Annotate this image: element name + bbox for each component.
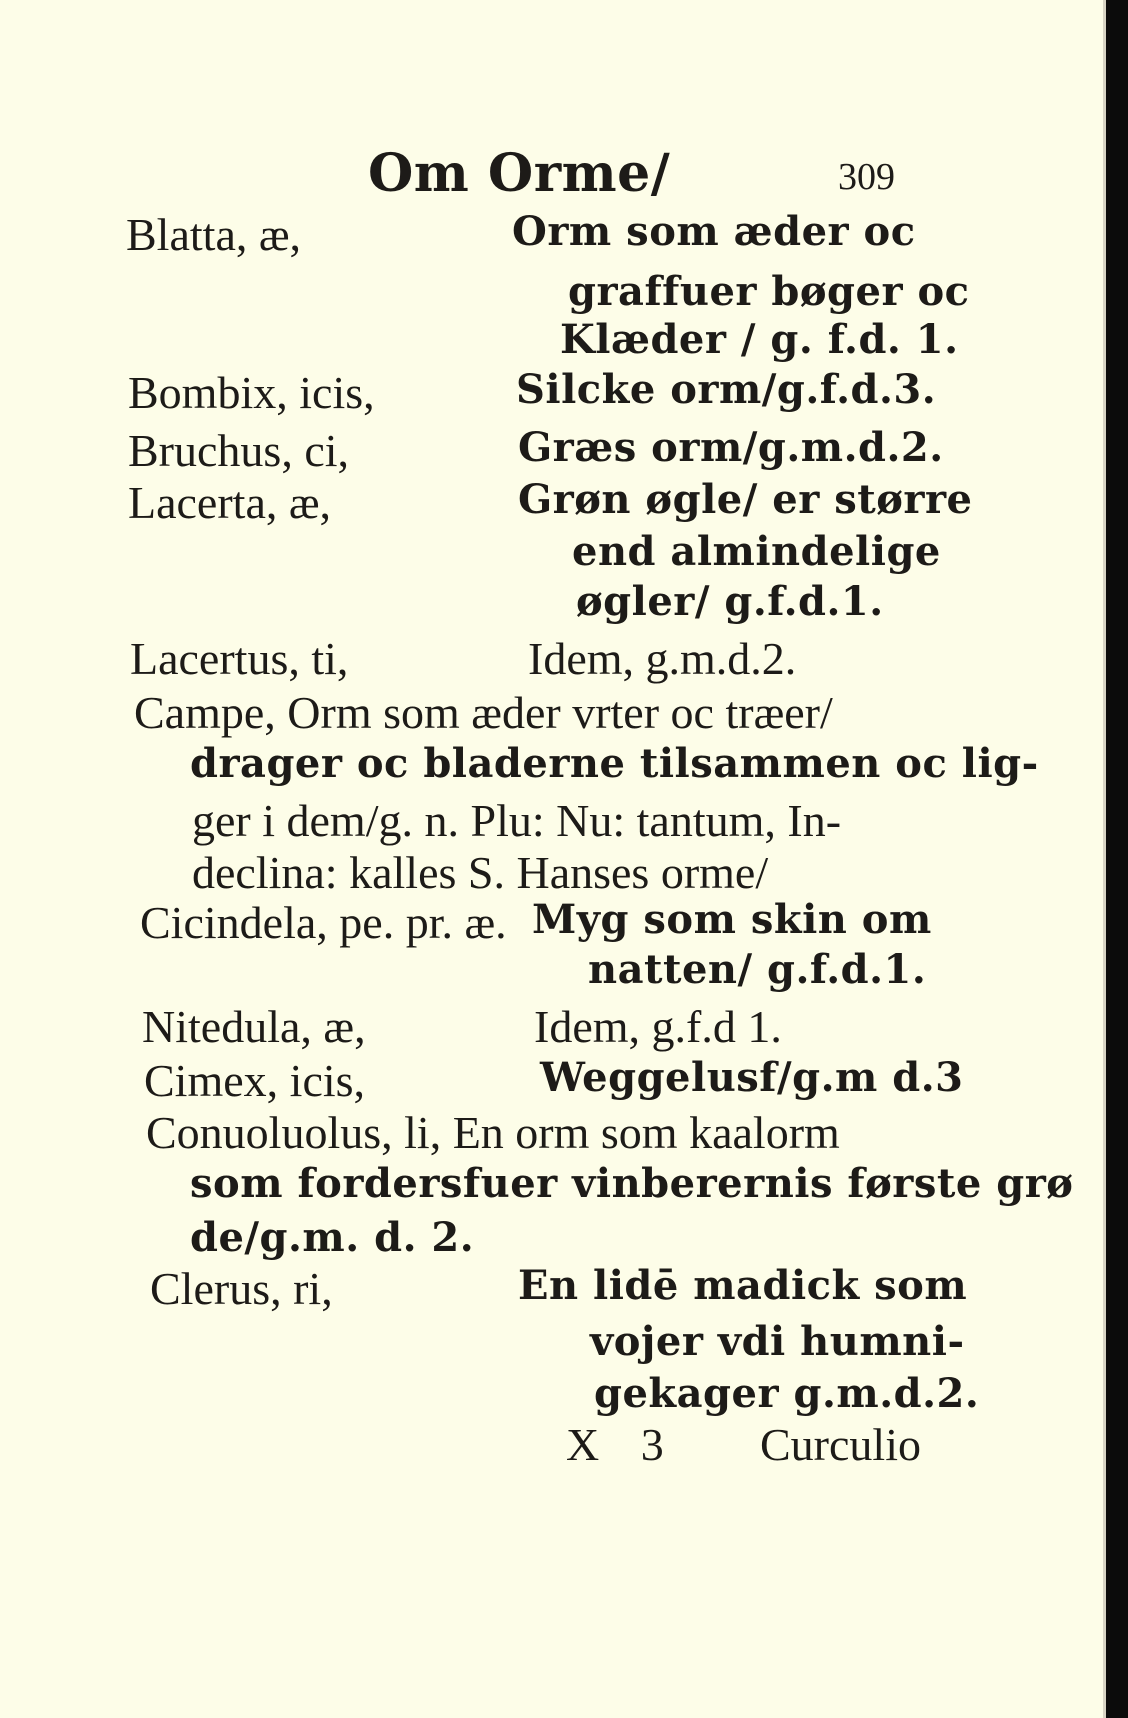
danish-gloss: Idem, g.m.d.2. (528, 633, 797, 684)
danish-gloss: vojer vdi humni- (590, 1318, 965, 1365)
conuoluolus-line: Conuoluolus, li, En orm som kaalorm (146, 1107, 840, 1158)
danish-gloss: En lidē madick som (518, 1262, 968, 1309)
page-number: 309 (838, 156, 895, 198)
latin-term: Blatta, æ, (126, 209, 302, 260)
latin-term: Lacertus, ti, (130, 633, 349, 684)
campe-line: Campe, Orm som æder vrter oc træer/ (134, 687, 833, 738)
danish-gloss: Idem, g.f.d 1. (534, 1001, 782, 1052)
danish-gloss: øgler/ g.f.d.1. (576, 578, 884, 625)
latin-term: Cicindela, pe. pr. æ. (140, 897, 507, 948)
latin-term: Bombix, icis, (128, 367, 375, 418)
danish-gloss: Myg som skin om (532, 896, 932, 943)
catchword: Curculio (760, 1419, 921, 1470)
latin-term: Nitedula, æ, (142, 1001, 366, 1052)
campe-line: drager oc bladerne tilsammen oc lig- (190, 740, 1039, 787)
scan-edge (1106, 0, 1128, 1718)
danish-gloss: Klæder / g. f.d. 1. (560, 316, 959, 363)
conuoluolus-line: som fordersfuer vinberernis første grø (190, 1160, 1074, 1207)
danish-gloss: Orm som æder oc (512, 208, 916, 255)
campe-line: declina: kalles S. Hanses orme/ (192, 847, 769, 898)
danish-gloss: end almindelige (572, 528, 941, 575)
danish-gloss: natten/ g.f.d.1. (588, 946, 927, 993)
danish-gloss: graffuer bøger oc (568, 268, 970, 315)
campe-line: ger i dem/g. n. Plu: Nu: tantum, In- (192, 795, 842, 846)
signature-mark: X 3 (566, 1419, 664, 1470)
running-title: Om Orme/ (368, 143, 671, 204)
latin-term: Clerus, ri, (150, 1263, 333, 1314)
danish-gloss: Weggelusf/g.m d.3 (540, 1054, 964, 1101)
danish-gloss: gekager g.m.d.2. (594, 1370, 980, 1417)
danish-gloss: Grøn øgle/ er større (518, 476, 973, 523)
danish-gloss: Silcke orm/g.f.d.3. (516, 366, 937, 413)
latin-term: Cimex, icis, (144, 1055, 366, 1106)
conuoluolus-line: de/g.m. d. 2. (190, 1214, 475, 1261)
latin-term: Lacerta, æ, (128, 477, 332, 528)
danish-gloss: Græs orm/g.m.d.2. (518, 424, 944, 471)
latin-term: Bruchus, ci, (128, 425, 350, 476)
